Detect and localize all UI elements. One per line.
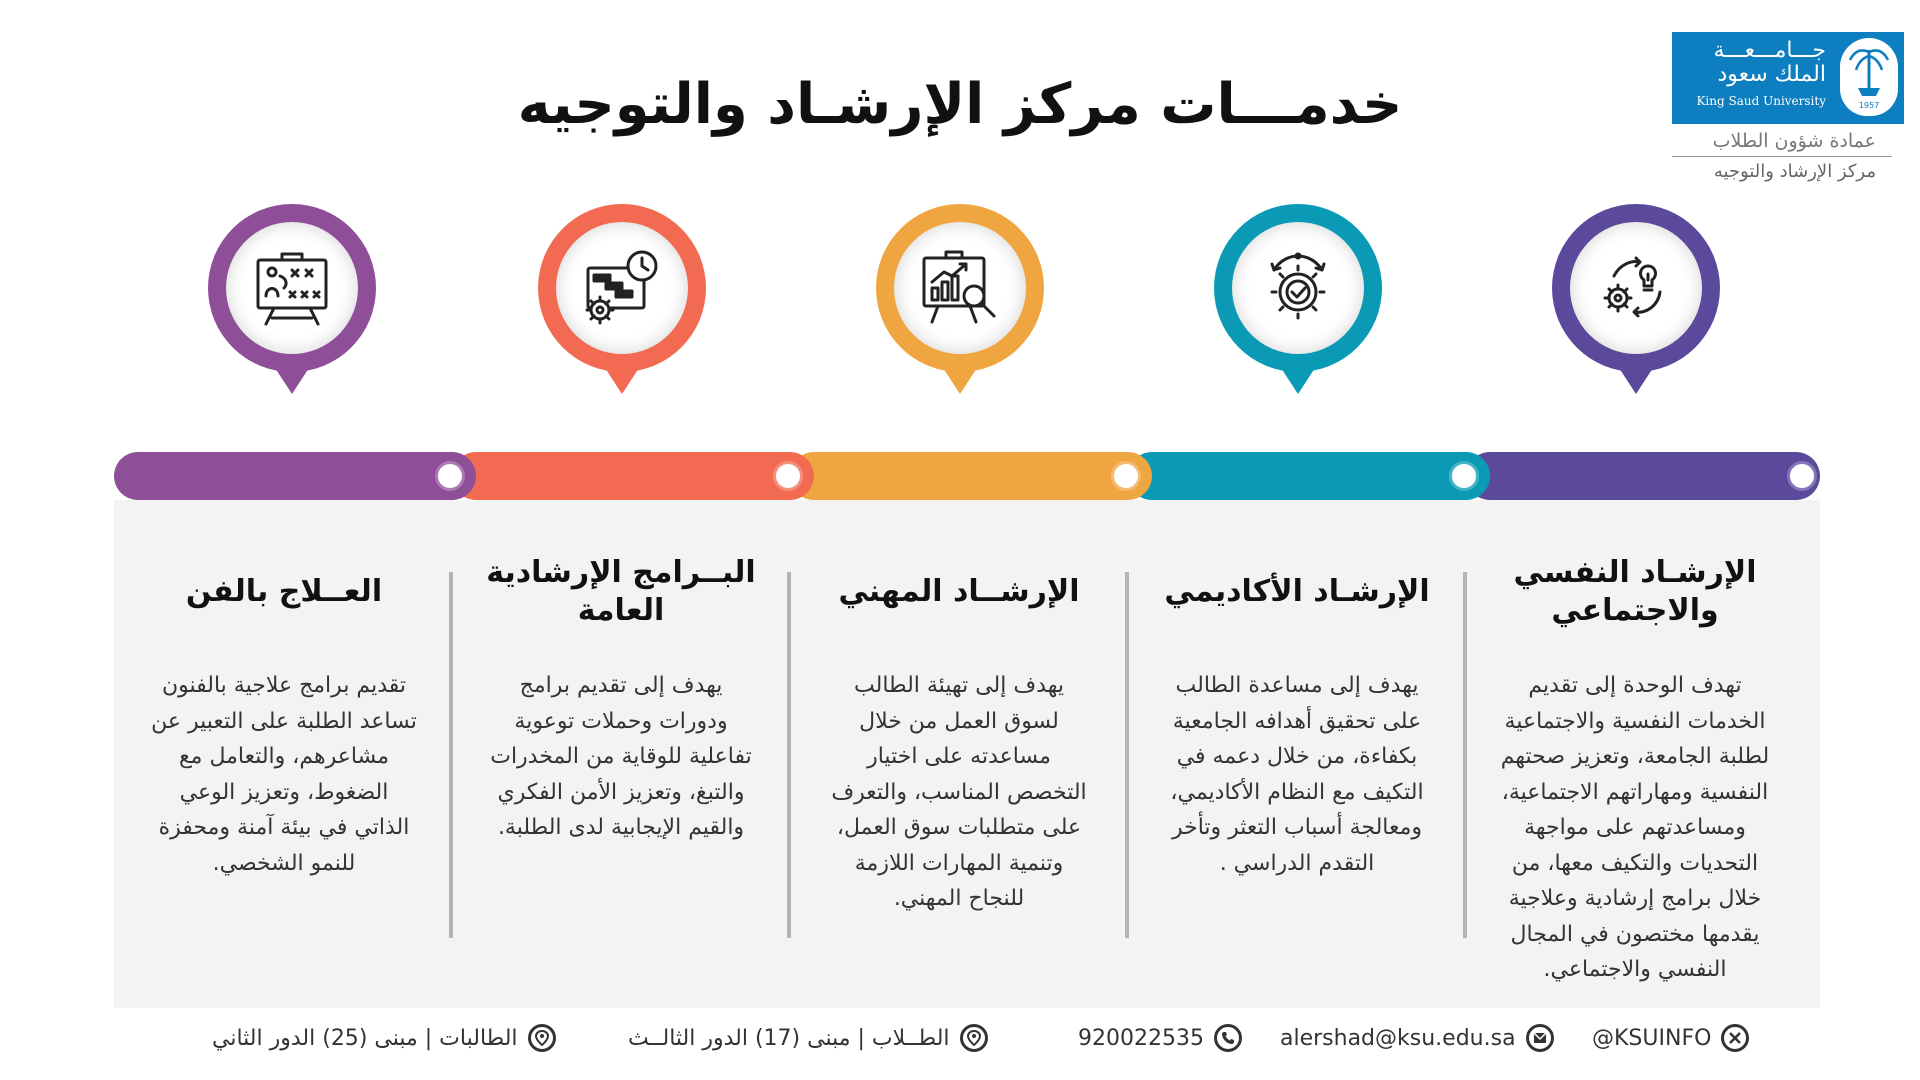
column-divider <box>787 572 791 938</box>
services-content <box>114 500 1820 1008</box>
column-divider <box>1125 572 1129 938</box>
service-description: يهدف إلى تهيئة الطالب لسوق العمل من خلال مساعدته على اختيار التخصص المناسب، والتعرف على متطلبات سوق العمل، وتنمية المهارات اللازمة للنجاح المهني. <box>831 673 1087 911</box>
timeline-dot <box>438 464 462 488</box>
logo-line-2: الملك سعود <box>1717 62 1826 87</box>
service-title: الإرشـاد النفسي والاجتماعي <box>1513 555 1757 628</box>
footer-phone-text[interactable]: 920022535 <box>1078 1025 1204 1051</box>
pin-psychological-counseling <box>1552 204 1720 400</box>
footer-female-text: الطالبات | مبنى (25) الدور الثاني <box>212 1025 518 1051</box>
service-description: يهدف إلى مساعدة الطالب على تحقيق أهدافه الجامعية بكفاءة، من خلال دعمه في التكيف مع النظام الأكاديمي، ومعالجة أسباب التعثر وتأخر التقدم الدراسي . <box>1170 673 1424 876</box>
service-description: تهدف الوحدة إلى تقديم الخدمات النفسية والاجتماعية لطلبة الجامعة، وتعزيز صحتهم النفسية ومهاراتهم الاجتماعية، ومساعدتهم على مواجهة التحديات والتكيف معها، من خلال برامج إرشادية وعلاجية يقدمها مختصون في المجال النفسي والاجتماعي. <box>1500 673 1770 982</box>
footer-x-handle[interactable] <box>1592 1024 1749 1052</box>
service-title: الإرشـاد الأكاديمي <box>1164 574 1430 609</box>
logo-line-1: جـــامـــعـــة <box>1713 38 1826 63</box>
service-column-career <box>824 554 1094 917</box>
service-column-academic <box>1162 554 1432 881</box>
chalkboard-strategy-icon <box>252 248 332 328</box>
timeline-segment-coral <box>452 452 814 500</box>
service-column-general-programs <box>486 554 756 846</box>
pin-general-programs <box>538 204 706 400</box>
footer-x-text[interactable]: @KSUINFO <box>1592 1025 1712 1051</box>
logo-unit: مركز الإرشاد والتوجيه <box>1713 161 1876 182</box>
logo-dept: عمادة شؤون الطلاب <box>1712 130 1876 152</box>
chart-magnifier-icon <box>920 248 1000 328</box>
email-icon <box>1526 1024 1554 1052</box>
timeline-dot <box>1452 464 1476 488</box>
location-pin-icon <box>528 1024 556 1052</box>
footer-female-location <box>212 1024 556 1052</box>
column-divider <box>1463 572 1467 938</box>
service-description: يهدف إلى تقديم برامج ودورات وحملات توعوية تفاعلية للوقاية من المخدرات والتبغ، وتعزيز الأمن الفكري والقيم الإيجابية لدى الطلبة. <box>490 673 752 840</box>
column-divider <box>449 572 453 938</box>
footer-male-location <box>628 1024 988 1052</box>
service-description: تقديم برامج علاجية بالفنون تساعد الطلبة على التعبير عن مشاعرهم، والتعامل مع الضغوط، وتعزيز الوعي الذاتي في بيئة آمنة ومحفزة للنمو الشخصي. <box>151 673 417 876</box>
pin-academic-counseling <box>1214 204 1382 400</box>
footer-email-text[interactable]: alershad@ksu.edu.sa <box>1280 1025 1516 1051</box>
timeline-segment-purple <box>114 452 476 500</box>
timeline-segment-teal <box>1128 452 1490 500</box>
x-logo-icon <box>1721 1024 1749 1052</box>
page-title: خدمـــات مركز الإرشـاد والتوجيه <box>517 72 1403 137</box>
contact-footer <box>0 1024 1920 1064</box>
timeline-dot <box>776 464 800 488</box>
service-title: البــرامج الإرشادية العامة <box>486 555 756 628</box>
location-pin-icon <box>960 1024 988 1052</box>
footer-email[interactable] <box>1280 1024 1554 1052</box>
footer-phone[interactable] <box>1078 1024 1242 1052</box>
timeline-bar <box>114 452 1820 500</box>
logo-english-name: King Saud University <box>1696 94 1826 108</box>
phone-icon <box>1214 1024 1242 1052</box>
service-column-art-therapy <box>149 554 419 881</box>
service-title: العــلاج بالفن <box>185 574 383 609</box>
gantt-clock-gear-icon <box>582 248 662 328</box>
gear-check-cycle-icon <box>1258 248 1338 328</box>
service-column-psychological <box>1500 554 1770 988</box>
footer-male-text: الطــلاب | مبنى (17) الدور الثالــث <box>628 1025 950 1051</box>
pin-career-counseling <box>876 204 1044 400</box>
logo-divider <box>1672 156 1892 157</box>
pin-art-therapy <box>208 204 376 400</box>
logo-year: 1957 <box>1858 101 1880 110</box>
service-title: الإرشــاد المهني <box>838 574 1080 609</box>
gear-lightbulb-icon <box>1596 248 1676 328</box>
timeline-dot <box>1114 464 1138 488</box>
timeline-segment-orange <box>790 452 1152 500</box>
timeline-segment-indigo <box>1466 452 1820 500</box>
timeline-dot <box>1790 464 1814 488</box>
